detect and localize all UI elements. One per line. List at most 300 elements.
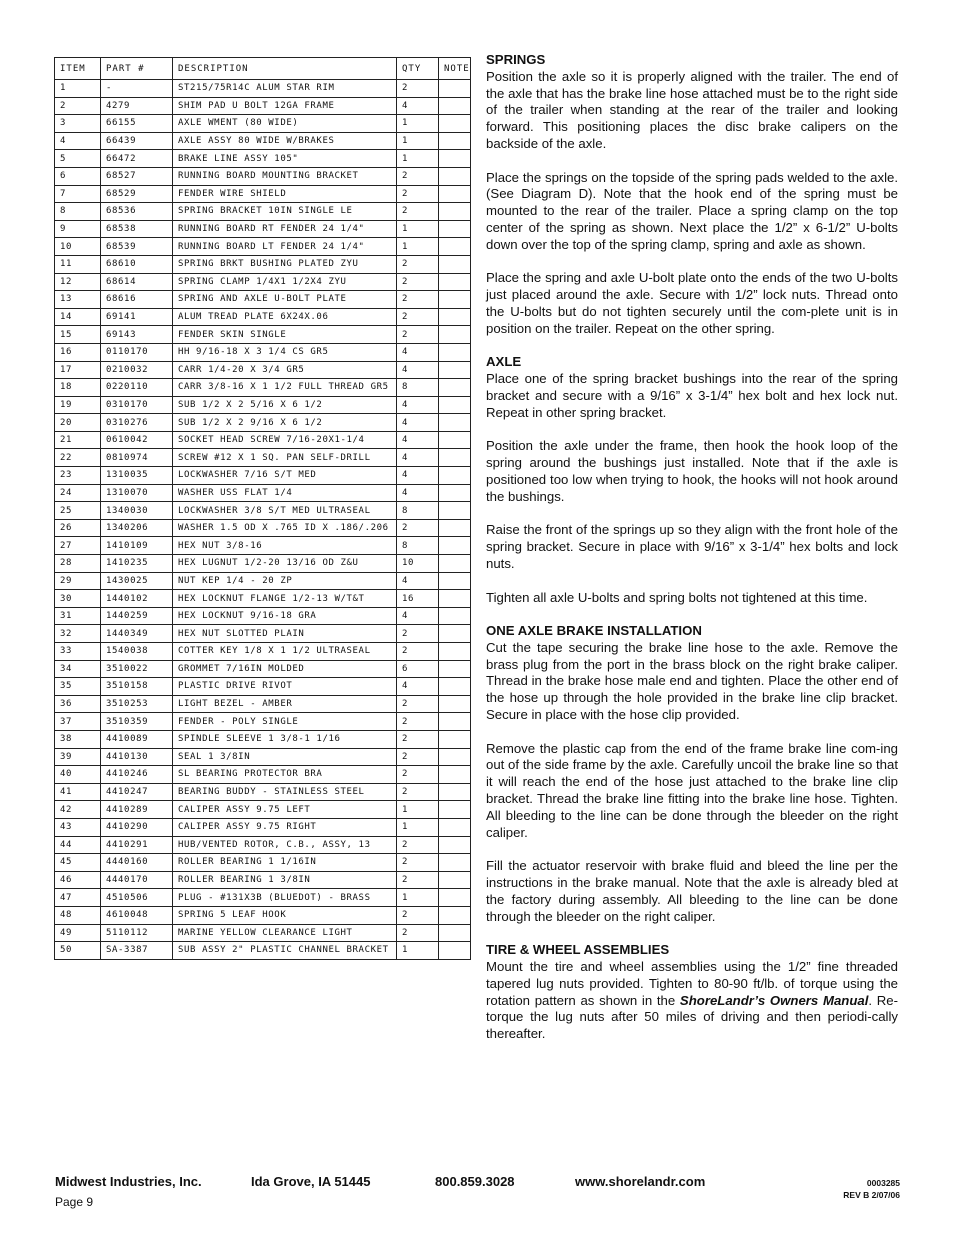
cell-item: 14 bbox=[55, 308, 101, 326]
table-row bbox=[55, 537, 471, 555]
cell-description: HH 9/16-18 X 3 1/4 CS GR5 bbox=[173, 343, 397, 361]
cell-description: SHIM PAD U BOLT 12GA FRAME bbox=[173, 97, 397, 115]
cell-part-number: 0310170 bbox=[101, 396, 173, 414]
cell-item: 50 bbox=[55, 942, 101, 960]
cell-note bbox=[439, 326, 471, 344]
cell-part-number: 68536 bbox=[101, 203, 173, 221]
cell-description: SPRING CLAMP 1/4X1 1/2X4 ZYU bbox=[173, 273, 397, 291]
cell-part-number: 0220110 bbox=[101, 379, 173, 397]
cell-note bbox=[439, 484, 471, 502]
cell-item: 1 bbox=[55, 80, 101, 98]
cell-note bbox=[439, 801, 471, 819]
cell-note bbox=[439, 167, 471, 185]
cell-note bbox=[439, 695, 471, 713]
cell-note bbox=[439, 924, 471, 942]
cell-note bbox=[439, 942, 471, 960]
cell-item: 30 bbox=[55, 590, 101, 608]
cell-item: 9 bbox=[55, 220, 101, 238]
cell-note bbox=[439, 818, 471, 836]
cell-note bbox=[439, 590, 471, 608]
table-row bbox=[55, 361, 471, 379]
cell-qty: 1 bbox=[397, 115, 439, 133]
cell-description: AXLE WMENT (80 WIDE) bbox=[173, 115, 397, 133]
cell-description: COTTER KEY 1/8 X 1 1/2 ULTRASEAL bbox=[173, 643, 397, 661]
cell-item: 43 bbox=[55, 818, 101, 836]
table-row bbox=[55, 167, 471, 185]
cell-qty: 2 bbox=[397, 625, 439, 643]
cell-qty: 2 bbox=[397, 291, 439, 309]
table-row bbox=[55, 115, 471, 133]
cell-note bbox=[439, 80, 471, 98]
cell-description: SPRING BRKT BUSHING PLATED ZYU bbox=[173, 255, 397, 273]
cell-description: RUNNING BOARD MOUNTING BRACKET bbox=[173, 167, 397, 185]
cell-qty: 8 bbox=[397, 502, 439, 520]
cell-note bbox=[439, 854, 471, 872]
cell-qty: 2 bbox=[397, 308, 439, 326]
cell-note bbox=[439, 132, 471, 150]
table-row bbox=[55, 449, 471, 467]
cell-qty: 1 bbox=[397, 132, 439, 150]
header-description: DESCRIPTION bbox=[173, 58, 397, 80]
cell-qty: 10 bbox=[397, 555, 439, 573]
cell-qty: 1 bbox=[397, 220, 439, 238]
table-row bbox=[55, 431, 471, 449]
cell-note bbox=[439, 308, 471, 326]
cell-description: ROLLER BEARING 1 1/16IN bbox=[173, 854, 397, 872]
cell-qty: 4 bbox=[397, 449, 439, 467]
cell-note bbox=[439, 537, 471, 555]
cell-description: HEX NUT SLOTTED PLAIN bbox=[173, 625, 397, 643]
cell-qty: 2 bbox=[397, 748, 439, 766]
table-row bbox=[55, 396, 471, 414]
tire-text-before: Mount the tire and wheel assemblies using the 1/2” fine threaded tapered lug nuts provided. Tighten to 80-90 ft/lb. of torque using the rotation pattern as shown in the bbox=[486, 959, 898, 1008]
cell-item: 15 bbox=[55, 326, 101, 344]
table-row bbox=[55, 572, 471, 590]
cell-qty: 2 bbox=[397, 695, 439, 713]
cell-part-number: 0310276 bbox=[101, 414, 173, 432]
cell-qty: 2 bbox=[397, 906, 439, 924]
cell-note bbox=[439, 255, 471, 273]
table-header-row bbox=[55, 58, 471, 80]
table-row bbox=[55, 343, 471, 361]
cell-part-number: 1410235 bbox=[101, 555, 173, 573]
cell-description: BRAKE LINE ASSY 105" bbox=[173, 150, 397, 168]
table-row bbox=[55, 150, 471, 168]
cell-note bbox=[439, 291, 471, 309]
cell-item: 44 bbox=[55, 836, 101, 854]
cell-note bbox=[439, 871, 471, 889]
cell-note bbox=[439, 220, 471, 238]
cell-note bbox=[439, 906, 471, 924]
table-row bbox=[55, 273, 471, 291]
cell-part-number: 68610 bbox=[101, 255, 173, 273]
section-heading-tire-wheel: TIRE & WHEEL ASSEMBLIES bbox=[486, 942, 670, 958]
cell-qty: 2 bbox=[397, 643, 439, 661]
cell-qty: 16 bbox=[397, 590, 439, 608]
cell-item: 24 bbox=[55, 484, 101, 502]
cell-part-number: 1440102 bbox=[101, 590, 173, 608]
table-row bbox=[55, 132, 471, 150]
cell-qty: 4 bbox=[397, 431, 439, 449]
cell-description: LIGHT BEZEL - AMBER bbox=[173, 695, 397, 713]
table-row bbox=[55, 255, 471, 273]
cell-description: SCREW #12 X 1 SQ. PAN SELF-DRILL bbox=[173, 449, 397, 467]
cell-note bbox=[439, 273, 471, 291]
cell-note bbox=[439, 713, 471, 731]
table-row bbox=[55, 924, 471, 942]
cell-item: 33 bbox=[55, 643, 101, 661]
table-row bbox=[55, 467, 471, 485]
cell-part-number: 69143 bbox=[101, 326, 173, 344]
cell-part-number: 69141 bbox=[101, 308, 173, 326]
cell-note bbox=[439, 467, 471, 485]
table-row bbox=[55, 889, 471, 907]
assembly-instructions bbox=[486, 52, 898, 1060]
cell-qty: 2 bbox=[397, 326, 439, 344]
cell-note bbox=[439, 343, 471, 361]
cell-item: 39 bbox=[55, 748, 101, 766]
table-row bbox=[55, 713, 471, 731]
section-heading-axle: AXLE bbox=[486, 354, 522, 370]
cell-note bbox=[439, 431, 471, 449]
footer-website: www.shorelandr.com bbox=[575, 1174, 706, 1189]
cell-part-number: 4279 bbox=[101, 97, 173, 115]
cell-part-number: 4410089 bbox=[101, 730, 173, 748]
cell-note bbox=[439, 678, 471, 696]
cell-part-number: 66439 bbox=[101, 132, 173, 150]
cell-item: 28 bbox=[55, 555, 101, 573]
cell-description: NUT KEP 1/4 - 20 ZP bbox=[173, 572, 397, 590]
cell-qty: 2 bbox=[397, 519, 439, 537]
cell-note bbox=[439, 730, 471, 748]
cell-item: 49 bbox=[55, 924, 101, 942]
cell-description: SPRING 5 LEAF HOOK bbox=[173, 906, 397, 924]
cell-description: SUB ASSY 2" PLASTIC CHANNEL BRACKET bbox=[173, 942, 397, 960]
table-row bbox=[55, 590, 471, 608]
table-row bbox=[55, 906, 471, 924]
footer-company: Midwest Industries, Inc. bbox=[55, 1174, 202, 1189]
cell-qty: 2 bbox=[397, 730, 439, 748]
cell-qty: 2 bbox=[397, 836, 439, 854]
table-row bbox=[55, 607, 471, 625]
cell-note bbox=[439, 238, 471, 256]
footer-doc-number: 0003285 bbox=[866, 1178, 900, 1188]
cell-qty: 1 bbox=[397, 889, 439, 907]
cell-note bbox=[439, 625, 471, 643]
cell-description: WASHER USS FLAT 1/4 bbox=[173, 484, 397, 502]
table-row bbox=[55, 766, 471, 784]
table-row bbox=[55, 942, 471, 960]
table-row bbox=[55, 854, 471, 872]
cell-qty: 4 bbox=[397, 678, 439, 696]
cell-item: 26 bbox=[55, 519, 101, 537]
cell-item: 42 bbox=[55, 801, 101, 819]
cell-part-number: 4410291 bbox=[101, 836, 173, 854]
table-row bbox=[55, 678, 471, 696]
cell-item: 16 bbox=[55, 343, 101, 361]
cell-description: HEX LOCKNUT FLANGE 1/2-13 W/T&T bbox=[173, 590, 397, 608]
cell-description: BEARING BUDDY - STAINLESS STEEL bbox=[173, 783, 397, 801]
cell-part-number: 68616 bbox=[101, 291, 173, 309]
cell-part-number: 1440349 bbox=[101, 625, 173, 643]
table-row bbox=[55, 308, 471, 326]
cell-item: 38 bbox=[55, 730, 101, 748]
cell-description: FENDER WIRE SHIELD bbox=[173, 185, 397, 203]
cell-item: 6 bbox=[55, 167, 101, 185]
cell-part-number: 0810974 bbox=[101, 449, 173, 467]
cell-part-number: 4610048 bbox=[101, 906, 173, 924]
cell-item: 20 bbox=[55, 414, 101, 432]
table-row bbox=[55, 379, 471, 397]
cell-item: 5 bbox=[55, 150, 101, 168]
cell-item: 12 bbox=[55, 273, 101, 291]
cell-description: SEAL 1 3/8IN bbox=[173, 748, 397, 766]
section-heading-springs: SPRINGS bbox=[486, 52, 546, 67]
cell-item: 27 bbox=[55, 537, 101, 555]
cell-item: 40 bbox=[55, 766, 101, 784]
cell-part-number: 68539 bbox=[101, 238, 173, 256]
cell-qty: 4 bbox=[397, 361, 439, 379]
cell-item: 22 bbox=[55, 449, 101, 467]
table-row bbox=[55, 871, 471, 889]
cell-note bbox=[439, 414, 471, 432]
cell-part-number: 0210032 bbox=[101, 361, 173, 379]
cell-part-number: SA-3387 bbox=[101, 942, 173, 960]
cell-item: 19 bbox=[55, 396, 101, 414]
cell-item: 8 bbox=[55, 203, 101, 221]
cell-qty: 2 bbox=[397, 713, 439, 731]
cell-description: FENDER SKIN SINGLE bbox=[173, 326, 397, 344]
tire-text-after: . Re-torque the lug nuts after 50 miles of driving and then periodi-cally thereafter. bbox=[486, 992, 899, 1042]
cell-description: HUB/VENTED ROTOR, C.B., ASSY, 13 bbox=[173, 836, 397, 854]
cell-description: ROLLER BEARING 1 3/8IN bbox=[173, 871, 397, 889]
cell-note bbox=[439, 185, 471, 203]
cell-description: PLASTIC DRIVE RIVOT bbox=[173, 678, 397, 696]
cell-qty: 1 bbox=[397, 238, 439, 256]
cell-description: MARINE YELLOW CLEARANCE LIGHT bbox=[173, 924, 397, 942]
cell-item: 47 bbox=[55, 889, 101, 907]
cell-part-number: 3510022 bbox=[101, 660, 173, 678]
cell-note bbox=[439, 766, 471, 784]
springs-paragraph-1: Position the axle so it is properly aligned with the trailer. The end of the axle that has the brake line hose attached must be to the right side of the trailer when standing at the rear of the trailer and looking forward. This positioning places the disc brake calipers on the backside of the axle. bbox=[486, 68, 898, 151]
cell-item: 45 bbox=[55, 854, 101, 872]
cell-qty: 1 bbox=[397, 942, 439, 960]
springs-paragraph-2: Place the springs on the topside of the spring pads welded to the axle. (See Diagram D). Note that the hook end of the spring must be mounted to the rear of the trailer. Place a spring clamp on the top center of the spring as shown. Next place the 1/2” x 6-1/2” U-bolts down over the top of the spring clamp, spring and axle as shown. bbox=[486, 169, 898, 252]
cell-qty: 8 bbox=[397, 379, 439, 397]
table-row bbox=[55, 414, 471, 432]
cell-note bbox=[439, 607, 471, 625]
cell-part-number: 3510359 bbox=[101, 713, 173, 731]
footer-city: Ida Grove, IA 51445 bbox=[251, 1174, 371, 1189]
cell-part-number: 68614 bbox=[101, 273, 173, 291]
cell-part-number: 1340030 bbox=[101, 502, 173, 520]
cell-part-number: 4440160 bbox=[101, 854, 173, 872]
cell-description: SL BEARING PROTECTOR BRA bbox=[173, 766, 397, 784]
table-row bbox=[55, 220, 471, 238]
cell-item: 46 bbox=[55, 871, 101, 889]
table-row bbox=[55, 519, 471, 537]
cell-note bbox=[439, 572, 471, 590]
cell-qty: 2 bbox=[397, 871, 439, 889]
cell-description: RUNNING BOARD LT FENDER 24 1/4" bbox=[173, 238, 397, 256]
cell-item: 36 bbox=[55, 695, 101, 713]
cell-note bbox=[439, 361, 471, 379]
cell-qty: 2 bbox=[397, 766, 439, 784]
cell-description: PLUG - #131X3B (BLUEDOT) - BRASS bbox=[173, 889, 397, 907]
cell-note bbox=[439, 379, 471, 397]
cell-qty: 4 bbox=[397, 467, 439, 485]
cell-description: HEX LUGNUT 1/2-20 13/16 OD Z&U bbox=[173, 555, 397, 573]
cell-part-number: 5110112 bbox=[101, 924, 173, 942]
cell-qty: 2 bbox=[397, 80, 439, 98]
cell-note bbox=[439, 115, 471, 133]
cell-item: 17 bbox=[55, 361, 101, 379]
table-row bbox=[55, 185, 471, 203]
axle-paragraph-2: Position the axle under the frame, then hook the hook loop of the spring around the bushings just installed. Note that if the axle is positioned too low when trying to hook, the hooks will not hook around the bushings. bbox=[486, 438, 898, 504]
owners-manual-reference: ShoreLandr’s Owners Manual bbox=[679, 992, 869, 1008]
cell-description: CARR 3/8-16 X 1 1/2 FULL THREAD GR5 bbox=[173, 379, 397, 397]
cell-qty: 6 bbox=[397, 660, 439, 678]
cell-description: SUB 1/2 X 2 5/16 X 6 1/2 bbox=[173, 396, 397, 414]
axle-paragraph-3: Raise the front of the springs up so they align with the front hole of the spring bracket. Secure in place with 9/16” x 3-1/4” hex bolts and lock nuts. bbox=[486, 522, 898, 571]
cell-item: 32 bbox=[55, 625, 101, 643]
cell-part-number: 1540038 bbox=[101, 643, 173, 661]
cell-description: WASHER 1.5 OD X .765 ID X .186/.206 bbox=[173, 519, 397, 537]
table-row bbox=[55, 748, 471, 766]
cell-note bbox=[439, 555, 471, 573]
header-note: NOTE bbox=[439, 58, 471, 80]
cell-item: 13 bbox=[55, 291, 101, 309]
cell-description: HEX LOCKNUT 9/16-18 GRA bbox=[173, 607, 397, 625]
brake-paragraph-1: Cut the tape securing the brake line hose to the axle. Remove the brass plug from the port in the brass block on the right brake caliper. Thread in the brake hose male end and tighten. Place the other end of the hose up through the hole provided in the brake line clip bracket. Secure in place with the hose clip provided. bbox=[486, 639, 898, 723]
table-row bbox=[55, 484, 471, 502]
cell-item: 29 bbox=[55, 572, 101, 590]
cell-part-number: 4410130 bbox=[101, 748, 173, 766]
cell-item: 10 bbox=[55, 238, 101, 256]
cell-part-number: 66155 bbox=[101, 115, 173, 133]
table-row bbox=[55, 326, 471, 344]
cell-part-number: 68527 bbox=[101, 167, 173, 185]
cell-qty: 4 bbox=[397, 414, 439, 432]
table-row bbox=[55, 836, 471, 854]
cell-item: 31 bbox=[55, 607, 101, 625]
cell-description: CALIPER ASSY 9.75 LEFT bbox=[173, 801, 397, 819]
cell-part-number: 1340206 bbox=[101, 519, 173, 537]
cell-description: LOCKWASHER 7/16 S/T MED bbox=[173, 467, 397, 485]
cell-description: SPINDLE SLEEVE 1 3/8-1 1/16 bbox=[173, 730, 397, 748]
cell-description: LOCKWASHER 3/8 S/T MED ULTRASEAL bbox=[173, 502, 397, 520]
cell-description: SUB 1/2 X 2 9/16 X 6 1/2 bbox=[173, 414, 397, 432]
cell-item: 7 bbox=[55, 185, 101, 203]
cell-description: SOCKET HEAD SCREW 7/16-20X1-1/4 bbox=[173, 431, 397, 449]
cell-item: 23 bbox=[55, 467, 101, 485]
cell-part-number: 0110170 bbox=[101, 343, 173, 361]
cell-item: 4 bbox=[55, 132, 101, 150]
table-row bbox=[55, 238, 471, 256]
cell-item: 34 bbox=[55, 660, 101, 678]
cell-note bbox=[439, 836, 471, 854]
cell-note bbox=[439, 748, 471, 766]
cell-item: 48 bbox=[55, 906, 101, 924]
axle-paragraph-4: Tighten all axle U-bolts and spring bolts not tightened at this time. bbox=[486, 589, 868, 605]
cell-part-number: 1310070 bbox=[101, 484, 173, 502]
cell-item: 3 bbox=[55, 115, 101, 133]
cell-description: SPRING AND AXLE U-BOLT PLATE bbox=[173, 291, 397, 309]
cell-qty: 4 bbox=[397, 97, 439, 115]
cell-part-number: 68529 bbox=[101, 185, 173, 203]
header-item: ITEM bbox=[55, 58, 101, 80]
cell-description: HEX NUT 3/8-16 bbox=[173, 537, 397, 555]
cell-note bbox=[439, 519, 471, 537]
cell-qty: 2 bbox=[397, 924, 439, 942]
table-row bbox=[55, 660, 471, 678]
table-row bbox=[55, 783, 471, 801]
cell-description: SPRING BRACKET 10IN SINGLE LE bbox=[173, 203, 397, 221]
cell-item: 37 bbox=[55, 713, 101, 731]
cell-qty: 2 bbox=[397, 203, 439, 221]
cell-qty: 2 bbox=[397, 854, 439, 872]
brake-paragraph-3: Fill the actuator reservoir with brake fluid and bleed the line per the instructions in the brake manual. Note that the axle is already bled at the factory during assembly. All bleeding to the line can be done through the bleeder on the right caliper. bbox=[486, 858, 898, 924]
table-row bbox=[55, 695, 471, 713]
parts-table-body bbox=[55, 80, 471, 960]
cell-description: FENDER - POLY SINGLE bbox=[173, 713, 397, 731]
parts-list-table bbox=[54, 57, 471, 960]
table-row bbox=[55, 818, 471, 836]
header-part-number: PART # bbox=[101, 58, 173, 80]
cell-note bbox=[439, 643, 471, 661]
footer-page-number: Page 9 bbox=[55, 1195, 94, 1209]
cell-item: 35 bbox=[55, 678, 101, 696]
cell-description: GROMMET 7/16IN MOLDED bbox=[173, 660, 397, 678]
table-row bbox=[55, 203, 471, 221]
cell-note bbox=[439, 396, 471, 414]
cell-part-number: 1430025 bbox=[101, 572, 173, 590]
cell-qty: 1 bbox=[397, 150, 439, 168]
cell-part-number: 4410290 bbox=[101, 818, 173, 836]
cell-note bbox=[439, 150, 471, 168]
table-row bbox=[55, 801, 471, 819]
cell-qty: 2 bbox=[397, 255, 439, 273]
cell-part-number: 1410109 bbox=[101, 537, 173, 555]
cell-part-number: 3510158 bbox=[101, 678, 173, 696]
table-row bbox=[55, 80, 471, 98]
tire-paragraph bbox=[486, 959, 898, 1043]
cell-part-number: 66472 bbox=[101, 150, 173, 168]
cell-qty: 4 bbox=[397, 572, 439, 590]
cell-note bbox=[439, 660, 471, 678]
cell-qty: 4 bbox=[397, 343, 439, 361]
cell-qty: 2 bbox=[397, 783, 439, 801]
cell-qty: 8 bbox=[397, 537, 439, 555]
cell-description: CALIPER ASSY 9.75 RIGHT bbox=[173, 818, 397, 836]
cell-part-number: 4440170 bbox=[101, 871, 173, 889]
cell-part-number: 1310035 bbox=[101, 467, 173, 485]
cell-note bbox=[439, 502, 471, 520]
cell-description: RUNNING BOARD RT FENDER 24 1/4" bbox=[173, 220, 397, 238]
cell-qty: 2 bbox=[397, 167, 439, 185]
cell-item: 2 bbox=[55, 97, 101, 115]
header-qty: QTY bbox=[397, 58, 439, 80]
cell-part-number: 4410289 bbox=[101, 801, 173, 819]
cell-description: ST215/75R14C ALUM STAR RIM bbox=[173, 80, 397, 98]
cell-qty: 1 bbox=[397, 818, 439, 836]
section-heading-brake-installation: ONE AXLE BRAKE INSTALLATION bbox=[486, 623, 702, 639]
cell-item: 25 bbox=[55, 502, 101, 520]
cell-part-number: 4410246 bbox=[101, 766, 173, 784]
cell-note bbox=[439, 783, 471, 801]
axle-paragraph-1: Place one of the spring bracket bushings into the rear of the spring bracket and secure with a 9/16” x 3-1/4” hex bolt and hex lock nut. Repeat in other spring bracket. bbox=[486, 371, 898, 420]
cell-item: 41 bbox=[55, 783, 101, 801]
